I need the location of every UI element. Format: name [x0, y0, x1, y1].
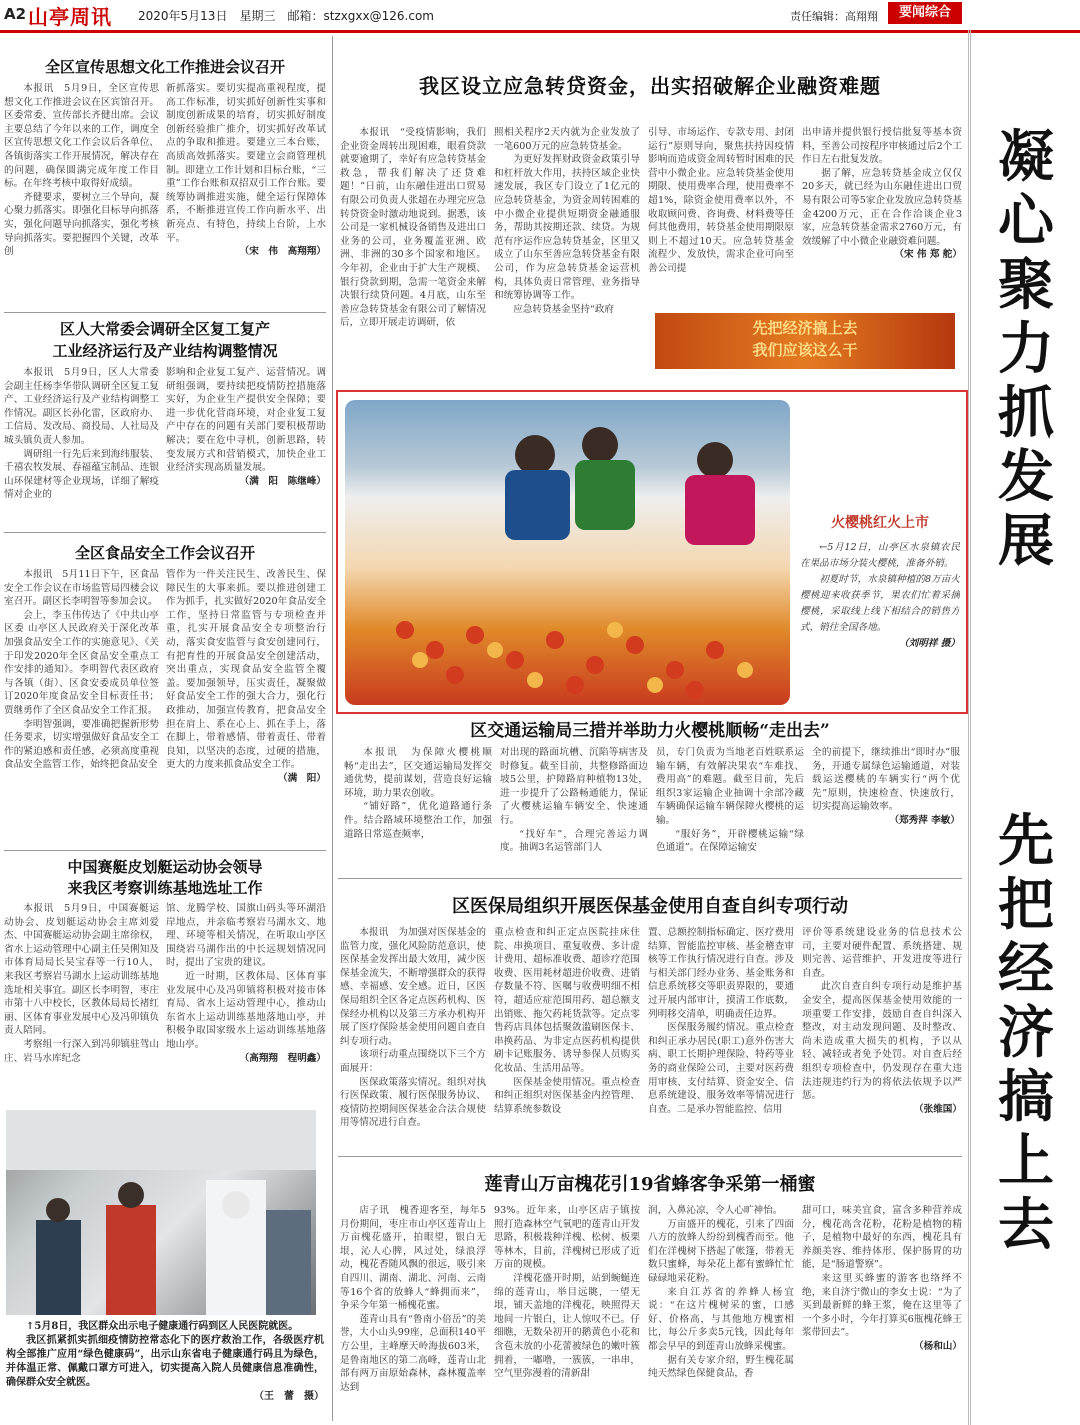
article-5-title: 我区设立应急转贷资金，出实招破解企业融资难题: [419, 74, 881, 98]
article-1-paragraph: 新抓落实。要切实提高重视程度，提高工作标准，切实抓好创新性实事和制度创新成果的培育，切实抓好制度创新经验推广推介，切实抓好改革试点的争取和推进。要建立三本台账，高质高效抓落实。要建立会商管理机制。即建立工作计划和目标台账，“三重”工作台账和双招双引工作台账。要统筹协调推进实施，健全运行保障体系，不断推进宣传工作向新水平、出新亮点、有特色，持续上台阶，上水平。: [166, 83, 326, 244]
article-3-col-1: [4, 568, 159, 846]
page-number: A2: [4, 5, 27, 23]
article-7-paragraph: 本报讯 为加强对医保基金的监管力度，强化风险防范意识，使医保基金发挥出最大效用，减少医保基金流失，不断增强群众的获得感、幸福感、安全感。近日，区医保局组织全区各定点医药机构、医保经办机构以及第三方承办机构开展了医疗保险基金使用问题自查自纠专项行动。: [340, 927, 486, 1047]
article-7-paragraph: 医保政策落实情况。组织对执行医保政策、履行医保服务协议、疫情防控期间医保基金合法合规使用等情况进行自查。: [340, 1076, 486, 1129]
article-1-paragraph: 齐健要求，要树立三个导向，凝心聚力抓落实。即强化目标导向抓落实，强化问题导向抓落实，强化考核导向抓落实。要把握四个关键，改革创: [4, 191, 159, 258]
divider: [4, 532, 326, 533]
article-8-col-4: [802, 1204, 962, 1420]
article-6-paragraph: 本报讯 为保障火樱桃顺畅“走出去”，区交通运输局发挥交通优势，提前谋划，营造良好运输环境，助力果农创收。: [344, 747, 492, 799]
article-7-col-3: [648, 926, 794, 1148]
article-6-paragraph: “找好车”，合理完善运力调度。抽调3名运管部门人: [500, 828, 648, 854]
article-8-paragraph: 莲青山具有“鲁南小倍岳”的美誉，大小山头99座，总面积140平方公里，主峰摩天岭海拔603米，是鲁南地区的第二高峰，莲青山北部有两万亩原始森林，森林覆盖率达到: [340, 1313, 486, 1393]
article-8-col-3: [648, 1204, 794, 1420]
article-3-paragraph: 管作为一件关注民生、改善民生、保障民生的大事来抓。要以推进创建工作为抓手，扎实做好2020年食品安全工作，坚持日常监管与专项检查并重，扎实开展食品安全专项整治行动，落实食安监管与食安创建同行，有把育性的开展食品安全创建活动，突出重点，实现食品安全监管全覆盖。要加强领导，压实责任，凝聚做好食品安全工作的强大合力，强化行政推动，加强宣传教育，把食品安全担在肩上、系在心上、抓在手上，落在脚上，带着感情、带着责任、带着良知，以坚决的态度，过硬的措施，更大的力度来抓食品安全工作。: [166, 569, 326, 771]
article-6-col-1: [344, 746, 492, 870]
article-1-col-1: [4, 82, 159, 312]
cherry-caption-2: 初夏时节，水泉镇种植的8万亩火樱桃迎来收获季节，果农们忙着采摘樱桃，采取线上线下相结合的销售方式，销往全国各地。: [800, 574, 960, 633]
article-5-byline: （宋 伟 郑 舵）: [894, 249, 962, 261]
article-8-paragraph: 洋槐花盛开时期，站到蜿蜒连绵的莲青山，举目远眺，一望无垠，铺天盖地的洋槐花，映照得天地间一片银白，让人惊叹不已。仔细瞧，无数朵初开的鹅黄色小花和含苞未放的小花蕾被绿色的嫩叶簇拥着，一嘟噜，一簇簇，一串串，空气里弥漫着的清新甜: [494, 1272, 640, 1380]
article-3-byline: （满 阳）: [278, 772, 326, 784]
article-7-paragraph: 该项行动重点围绕以下三个方面展开：: [340, 1049, 486, 1074]
hospital-people-icon: [6, 1110, 316, 1315]
article-4-paragraph: 馆、龙腾学校、国旗山码头等环湖沿岸地点，并亲临考察岩马湖水文、地理、环境等相关情况，在听取山亭区围绕岩马湖作出的中长远规划情况同时，提出了宝贵的建议。: [166, 903, 326, 969]
article-2-col-1: [4, 366, 159, 526]
slogan-line-2: 先把经济搞上去: [998, 809, 1054, 1258]
article-4-title-line-1: 中国赛艇皮划艇运动协会领导: [67, 858, 263, 876]
article-5-paragraph: 引导、市场运作、专款专用、封闭运行”原则导向，聚焦扶持因疫情影响而造成资金周转暂时困难的民营中小微企业。应急转贷基金使用期限、使用费率合理，使用费率不超1%，除资金使用费率以外，不收取顾问费、咨询费、材料费等任何其他费用，转贷基金使用期限原则上不超过10天。应急转贷基金流程少、发放快，需求企业可向至善公司提: [648, 127, 794, 274]
article-7-paragraph: 医保服务履约情况。重点检查和纠正承办居民(职工)意外伤害大病、职工长期护理保险、特药等业务的商业保险公司，主要对医药费用审核、支付结算、资金安全、信息系统建设、服务效率等情况进行自查。二是承办智能监控、信用: [648, 1022, 794, 1115]
article-5-col-2: [494, 126, 640, 376]
article-3-col-2: [166, 568, 326, 846]
article-6-paragraph: 对出现的路面坑槽、沉陷等病害及时修复。截至目前，共整修路面边坡5公里，护障路肩种植物13处，进一步提升了公路畅通能力，保证了火樱桃运输车辆安全、快速通行。: [500, 747, 648, 826]
article-6-paragraph: “服好务”，开辟樱桃运输“绿色通道”。在保障运输安: [656, 828, 804, 854]
promo-banner: [655, 313, 955, 369]
article-5-col-4: [802, 126, 962, 306]
side-slogan-column: [968, 30, 1080, 1425]
article-5-paragraph: 本报讯 “受疫情影响，我们企业资金周转出现困难，眼看贷款就要逾期了，幸好有应急转贷基金救急，帮我们解决了还贷难题！”日前，山东融佳进出口贸易有限公司负责人张超在办理完应急转贷资金时激动地说到。据悉，该公司是一家机械设备销售及进出口业务的公司，业务覆盖亚洲、欧洲、非洲的30多个国家和地区。今年初，企业由于扩大生产规模、银行贷款到期，急需一笔资金来解决银行续贷问题。4月底，山东至善应急转贷基金有限公司了解情况后，立即开展走访调研，依: [340, 127, 486, 329]
photo-caption-byline: （王 蕾 摄）: [254, 1391, 324, 1402]
article-3-paragraph: 会上，李玉伟传达了《中共山亭区委 山亭区人民政府关于深化改革加强食品安全工作的实施意见》、《关于印发2020年全区食品安全重点工作安排的通知》。李明智代表区政府与各镇（街）、区食安委成员单位签订2020年度食品安全目标责任书；贾继勇作了全区食品安全工作汇报。: [4, 609, 159, 716]
divider: [338, 878, 962, 879]
section-label: 要闻综合: [888, 2, 962, 24]
article-6-title: 区交通运输局三措并举助力火樱桃顺畅“走出去”: [470, 721, 830, 741]
article-7-byline: （张维国）: [914, 1103, 962, 1115]
article-8-col-1: [340, 1204, 486, 1420]
article-7-paragraph: 置、总额控制指标确定、医疗费用结算、智能监控审核、基金稽查审核等工作执行情况进行自查。涉及与相关部门经办业务、基金账务和信息系统移交等职责界限的，要通过开展内部审计，摸清工作底数，列明移交清单，明确责任边界。: [648, 927, 794, 1020]
article-1-byline: （宋 伟 高翔翔）: [239, 246, 326, 258]
article-8-paragraph: 万亩盛开的槐花，引来了四面八方的放蜂人纷纷到槐香而至。他们在洋槐树下搭起了帐篷，带着无数只蜜蜂，每朵花上都有蜜蜂忙忙碌碌地采花粉。: [648, 1218, 794, 1284]
promo-line-1: 先把经济搞上去: [752, 319, 858, 337]
article-3-paragraph: 本报讯 5月11日下午，区食品安全工作会议在市场监管局四楼会议室召开。副区长李明智等参加会议。: [4, 569, 159, 608]
article-4-paragraph: 近一时期，区教体局、区体育事业发展中心及冯卯镇将积极对接市体育局、省水上运动管理中心，推动山东省水上运动训练基地落地山亭，并积极争取国家级水上运动训练基地落地山亭。: [166, 970, 326, 1050]
hospital-photo: [6, 1110, 316, 1315]
photo-caption-title: ↑5月8日，我区群众出示电子健康通行码到区人民医院就医。: [26, 1321, 299, 1332]
article-6-paragraph: 员，专门负责为当地老百姓联系运输车辆，有效解决果农“车难找、费用高”的难题。截至目前，先后组织3家运输企业抽调十余部冷藏车辆确保运输车辆保障火樱桃的运输。: [656, 747, 804, 826]
article-5-col-1: [340, 126, 486, 376]
article-8-paragraph: 来这里买蜂蜜的游客也络绎不绝，来自济宁微山的李女士说：“为了买到最新鲜的蜂王浆，俺在这里等了一个多小时，今年打算买6瓶槐花蜂王浆带回去”。: [802, 1272, 962, 1339]
article-4-paragraph: 考察组一行深入到冯卯镇驻驾山庄、岩马水库纪念: [4, 1038, 159, 1064]
article-5-col-3: [648, 126, 794, 306]
article-2-paragraph: 调研组一行先后来到海纬服装、千禧农牧发展、春福蕴宝制品、连银山环保建材等企业现场，详细了解疫情对企业的: [4, 448, 159, 501]
masthead: [0, 0, 1080, 33]
article-2-col-2: [166, 366, 326, 526]
article-2-paragraph: 影响和企业复工复产、运营情况。调研组强调，要持续把疫情防控措施落实好，为企业生产提供安全保障；要进一步优化营商环境，对企业复工复产中存在的问题有关部门要积极帮助解决；要在危中寻机，创新思路，转变发展方式和营销模式，加快企业工业经济实现高质量发展。: [166, 367, 326, 474]
cherry-caption: [800, 540, 960, 700]
article-6-col-4: [812, 746, 960, 870]
article-1-paragraph: 本报讯 5月9日，全区宣传思想文化工作推进会议在区宾馆召开。区委常委、宣传部长齐健出席。会议主要总结了今年以来的工作，调度全区宣传思想文化工作会议后各单位、各镇街落实工作开展情况，解决存在的问题，确保圆满完成年度工作目标。在年终考核中取得好成绩。: [4, 83, 159, 190]
article-1-title: 全区宣传思想文化工作推进会议召开: [44, 58, 285, 76]
article-1-col-2: [166, 82, 326, 312]
promo-line-2: 我们应该这么干: [752, 341, 858, 359]
article-7-paragraph: 此次自查自纠专项行动是维护基金安全，提高医保基金使用效能的一项重要工作安排，鼓励自查自纠深入整改，对主动发现问题、及时整改、尚未造成重大损失的机构，予以从轻、减轻或者免予处罚。对自查后经组织专项检查中，仍发现存在重大违法违规违约行为的将依法依规予以严惩。: [802, 981, 962, 1102]
article-2-byline: （满 阳 陈继峰）: [239, 475, 326, 487]
article-6-paragraph: 全的前提下，继续推出“即时办”服务，开通专属绿色运输通道，对装载运送樱桃的车辆实行“两个优先”原则，快速检查、快速放行，切实提高运输效率。: [812, 747, 960, 813]
article-3-paragraph: 李明智强调，要准确把握新形势任务要求，切实增强做好食品安全工作的紧迫感和责任感，必须高度重视食品安全监管工作，始终把食品安全: [4, 718, 159, 771]
editor-label: 责任编辑：高翔翔: [790, 10, 878, 23]
article-5-paragraph: 照相关程序2天内就为企业发放了一笔600万元的应急转贷基金。: [494, 127, 640, 152]
cherry-caption-1: ←5月12日，山亭区水泉镇农民在果品市场分装火樱桃，准备外销。: [800, 542, 960, 569]
article-7-title: 区医保局组织开展医保基金使用自查自纠专项行动: [452, 896, 848, 917]
article-4-paragraph: 本报讯 5月9日，中国赛艇运动协会、皮划艇运动协会主席刘爱杰、中国赛艇运动协会副主席徐权，省水上运动管理中心副主任吴俐知及市体育局局长吴宝春等一行10人，来我区考察岩马湖水上运动训练基地选址相关事宜。副区长李明智，枣庄市第十八中校长，区教体局局长褚红丽、区体育事业发展中心及冯卯镇负责人陪同。: [4, 903, 159, 1037]
article-4-title-line-2: 来我区考察训练基地选址工作: [67, 879, 263, 897]
article-5-paragraph: 出申请并提供银行授信批复等基本资料，至善公司按程序审核通过后2个工作日左右批复发放。: [802, 127, 962, 166]
article-3-title: 全区食品安全工作会议召开: [74, 544, 255, 562]
article-5-paragraph: 据了解，应急转贷基金成立仅仅20多天，就已经为山东融佳进出口贸易有限公司等5家企业发放应急转贷基金4200万元，正在合作洽谈企业3家，应急转贷基金需求2760万元，有效缓解了中小微企业融资难问题。: [802, 167, 962, 247]
article-7-paragraph: 重点检查和纠正定点医院挂床住院、串换项目、重复收费、多计虚计费用、超标准收费、超诊疗范围收费、医用耗材超进价收费、进销存数量不符、医嘱与收费明细不相符，超适应症范围用药、超总额支出销账、拖欠药耗货款等。定点零售药店具体包括聚敛滥刷医保卡、串换药品、为非定点医药机构提供刷卡记账服务、诱导参保人员购买化妆品、生活用品等。: [494, 927, 640, 1074]
column-divider: [332, 36, 333, 1421]
article-8-paragraph: 润，入鼻沁凉，令人心旷神怡。: [648, 1205, 783, 1216]
cherry-title: 火樱桃红火上市: [831, 515, 929, 531]
cherry-caption-byline: （刘明祥 摄）: [899, 638, 960, 649]
article-4-byline: （高翔翔 程明鑫）: [239, 1052, 326, 1064]
article-6-byline: （郑秀萍 李敏）: [889, 814, 960, 826]
article-8-paragraph: 甜可口，味美宜食，富含多种营养成分，槐花高含花粉，花粉是植物的精子，是植物中最好的东西，槐花具有养颜美容、维持体形、保护肠胃的功能，是“肠道警察”。: [802, 1205, 962, 1271]
hospital-photo-caption: [6, 1320, 324, 1420]
article-7-col-4: [802, 926, 962, 1148]
article-8-byline: （杨和山）: [914, 1340, 962, 1352]
cherry-market-photo: [345, 400, 790, 705]
article-4-col-2: [166, 902, 326, 1100]
article-7-col-1: [340, 926, 486, 1148]
article-8-paragraph: 来自江苏省的养蜂人杨宜说：“在这片槐树采的蜜，口感好、价格高，与其他地方槐蜜相比，每公斤多卖5元钱，因此每年都会早早的到莲青山放蜂采槐蜜。: [648, 1286, 794, 1352]
article-2-title-line-2: 工业经济运行及产业结构调整情况: [52, 342, 278, 360]
slogan-line-1: 凝心聚力抓发展: [998, 125, 1054, 574]
article-6-col-2: [500, 746, 648, 870]
cherry-photo-icon: [345, 400, 790, 705]
article-7-paragraph: 评价等系统建设业务的信息技术公司，主要对硬件配置、系统搭建、规则完善、运营维护、开发进度等进行自查。: [802, 927, 962, 979]
article-8-paragraph: 据有关专家介绍，野生槐花属纯天然绿色保健食品，香: [648, 1354, 794, 1380]
divider: [4, 312, 326, 313]
issue-date: 2020年5月13日 星期三 邮箱：stzxgxx@126.com: [138, 9, 434, 23]
newspaper-logo: 山亭周讯: [28, 5, 112, 29]
article-6-col-3: [656, 746, 804, 870]
article-2-title-line-1: 区人大常委会调研全区复工复产: [59, 320, 270, 338]
article-4-col-1: [4, 902, 159, 1100]
article-5-paragraph: 为更好发挥财政资金政策引导和杠杆放大作用，扶持区域企业快速发展，我区专门设立了1亿元的应急转贷基金，为资金周转困难的中小微企业提供短期资金融通服务，帮助其按期还款、续贷。为规范有序运作应急转贷基金，区里又成立了山东至善应急转贷基金有限公司，作为应急转贷基金运营机构，具体负责日常管理、业务指导和统筹协调等工作。: [494, 154, 640, 302]
article-6-paragraph: “铺好路”，优化道路通行条件。结合路域环境整治工作，加强道路日常巡查频率，: [344, 801, 492, 840]
article-7-paragraph: 医保基金使用情况。重点检查和纠正组织对医保基金内控管理、结算系统参数设: [494, 1076, 640, 1115]
article-8-col-2: [494, 1204, 640, 1420]
divider: [338, 1156, 962, 1157]
article-2-paragraph: 本报讯 5月9日，区人大常委会副主任杨李华带队调研全区复工复产、工业经济运行及产业结构调整工作情况。副区长孙化雷，区政府办、工信局、发改局、商投局、人社局及城头镇负责人参加。: [4, 367, 159, 446]
photo-caption-text: 我区抓紧抓实抓细疫情防控常态化下的医疗救治工作，各级医疗机构全部推广应用“绿色健康码”，出示山东省电子健康通行码且为绿色，并体温正常、佩戴口罩方可进入，切实提高入院人员健康信息准确性，确保群众安全就医。: [6, 1335, 324, 1388]
article-8-paragraph: 店子讯 槐香迎客至，每年5月份期间，枣庄市山亭区莲青山上万亩槐花盛开，拍眼望，银白无垠，沁人心脾，风过处，绿浪浮动，槐花香随风飘的很远，吸引来自四川、湖南、湖北、河南、云南等16个省的放蜂人“蜂拥而来”，争采今年第一桶槐花蜜。: [340, 1205, 486, 1312]
divider: [4, 850, 326, 851]
article-8-paragraph: 93%。近年来，山亭区店子镇按照打造森林空气氧吧的莲青山开发思路，积极栽种洋槐、松树、板栗等林木，目前，洋槐树已形成了近万亩的规模。: [494, 1205, 640, 1271]
article-8-title: 莲青山万亩槐花引19省蜂客争采第一桶蜜: [484, 1174, 816, 1195]
article-5-paragraph: 应急转贷基金坚持“政府: [513, 303, 615, 315]
article-7-col-2: [494, 926, 640, 1148]
